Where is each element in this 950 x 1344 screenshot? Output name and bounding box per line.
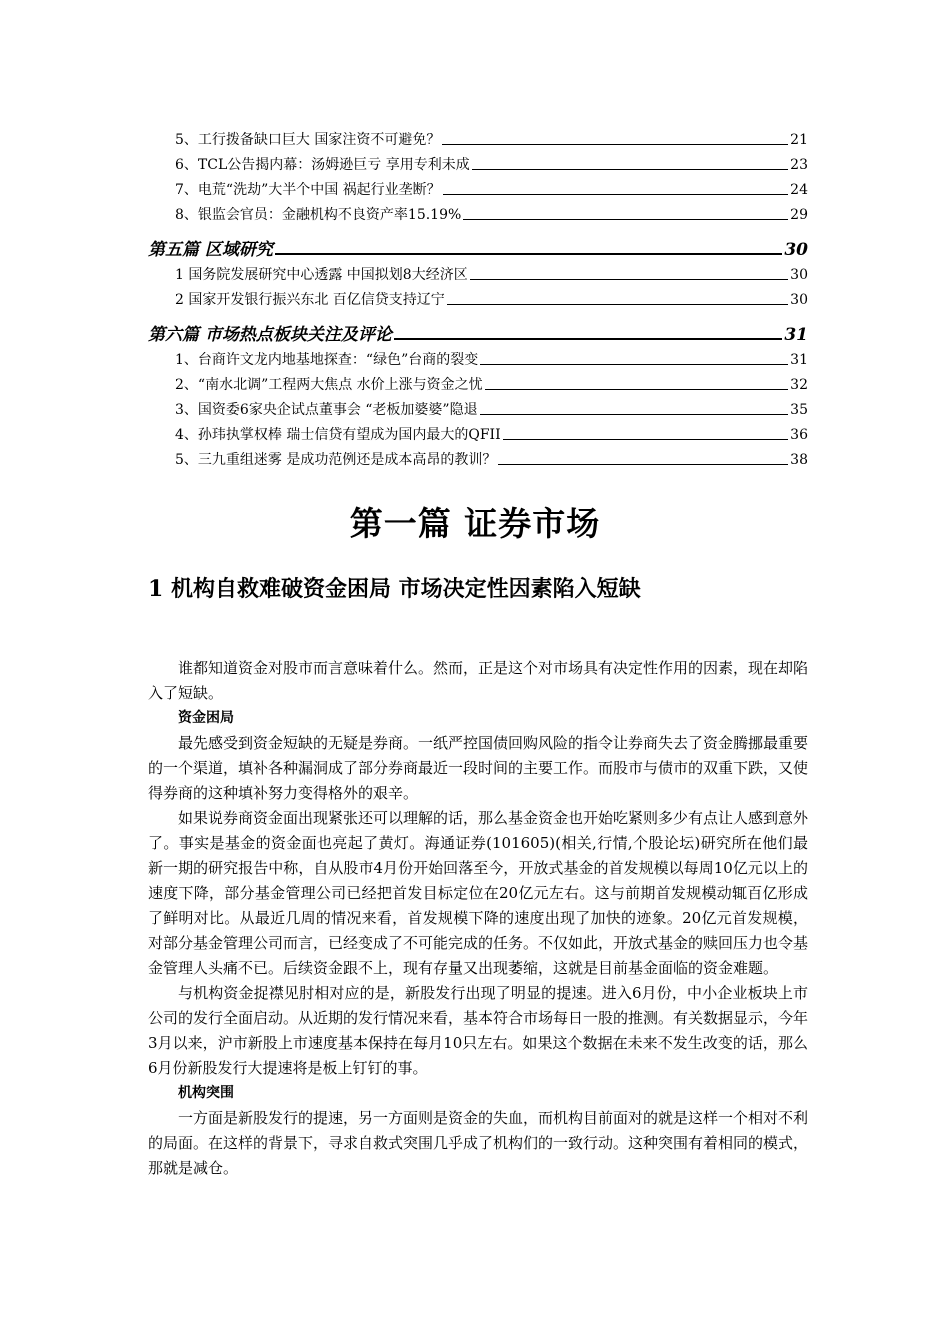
toc-entry[interactable] (148, 149, 808, 174)
toc-entry-title: 8、银监会官员：金融机构不良资产率15.19% (175, 207, 462, 223)
toc-entry[interactable] (148, 199, 808, 224)
toc-section-entry[interactable] (148, 233, 808, 259)
toc-entry-title: 2、“南水北调”工程两大焦点 水价上涨与资金之忧 (175, 377, 483, 393)
toc-leader-line (472, 169, 788, 170)
toc-page-number: 30 (790, 292, 808, 308)
toc-page-number: 36 (790, 427, 808, 443)
body-paragraph: 谁都知道资金对股市而言意味着什么。然而，正是这个对市场具有决定性作用的因素，现在却陷入了短缺。 (148, 659, 809, 702)
toc-page-number: 30 (784, 240, 808, 260)
toc-leader-line (394, 338, 782, 340)
toc-leader-line (275, 253, 782, 255)
toc-page-number: 32 (790, 377, 808, 393)
section-subheading: 机构突围 (178, 1085, 234, 1101)
toc-entry-title: 7、电荒“洗劫”大半个中国 祸起行业垄断？ (175, 182, 441, 198)
toc-leader-line (442, 144, 788, 145)
toc-entry-title: 第六篇 市场热点板块关注及评论 (148, 325, 392, 345)
toc-page-number: 38 (790, 452, 808, 468)
toc-page-number: 31 (790, 352, 808, 368)
toc-page-number: 30 (790, 267, 808, 283)
toc-entry-title: 6、TCL公告揭内幕：汤姆逊巨亏 享用专利未成 (175, 157, 470, 173)
toc-page-number: 24 (790, 182, 808, 198)
toc-leader-line (480, 364, 788, 365)
toc-leader-line (485, 389, 789, 390)
toc-entry[interactable] (148, 444, 808, 469)
toc-leader-line (463, 219, 788, 220)
toc-page-number: 29 (790, 207, 808, 223)
toc-leader-line (498, 464, 788, 465)
toc-entry[interactable] (148, 174, 808, 199)
toc-entry-title: 5、三九重组迷雾 是成功范例还是成本高昂的教训？ (175, 452, 497, 468)
toc-spacer (148, 309, 808, 318)
body-paragraph: 一方面是新股发行的提速，另一方面则是资金的失血，而机构目前面对的就是这样一个相对不利的局面。在这样的背景下，寻求自救式突围几乎成了机构们的一致行动。这种突围有着相同的模式，那就是减仓。 (148, 1109, 809, 1177)
toc-leader-line (470, 279, 788, 280)
article-body (148, 656, 808, 1181)
toc-entry[interactable] (148, 394, 808, 419)
article-title: 1 机构自救难破资金困局 市场决定性因素陷入短缺 (148, 576, 641, 602)
toc-entry-title: 4、孙玮执掌权棒 瑞士信贷有望成为国内最大的QFII (175, 427, 501, 443)
toc-leader-line (503, 439, 789, 440)
toc-entry[interactable] (148, 284, 808, 309)
toc-entry-title: 5、工行拨备缺口巨大 国家注资不可避免？ (175, 132, 441, 148)
toc-section-entry[interactable] (148, 318, 808, 344)
toc-entry-title: 2 国家开发银行振兴东北 百亿信贷支持辽宁 (175, 292, 445, 308)
toc-page-number: 35 (790, 402, 808, 418)
toc-entry[interactable] (148, 344, 808, 369)
body-paragraph: 如果说券商资金面出现紧张还可以理解的话，那么基金资金也开始吃紧则多少有点让人感到意外了。事实是基金的资金面也亮起了黄灯。海通证券(101605)(相关,行情,个股论坛)研究所在他们最新一期的研究报告中称，自从股市4月份开始回落至今，开放式基金的首发规模以每周10亿元以上的速度下降，部分基金管理公司已经把首发目标定位在20亿元左右。这与前期首发规模动辄百亿形成了鲜明对比。从最近几周的情况来看，首发规模下降的速度出现了加快的迹象。20亿元首发规模，对部分基金管理公司而言，已经变成了不可能完成的任务。不仅如此，开放式基金的赎回压力也令基金管理人头痛不已。后续资金跟不上，现有存量又出现萎缩，这就是目前基金面临的资金难题。 (148, 809, 809, 977)
toc-entry-title: 第五篇 区域研究 (148, 240, 273, 260)
toc-page-number: 23 (790, 157, 808, 173)
toc-entry[interactable] (148, 124, 808, 149)
toc-entry[interactable] (148, 369, 808, 394)
toc-entry[interactable] (148, 419, 808, 444)
toc-leader-line (480, 414, 789, 415)
body-paragraph: 与机构资金捉襟见肘相对应的是，新股发行出现了明显的提速。进入6月份，中小企业板块上市公司的发行全面启动。从近期的发行情况来看，基本符合市场每日一股的推测。有关数据显示，今年3月以来，沪市新股上市速度基本保持在每月10只左右。如果这个数据在未来不发生改变的话，那么6月份新股发行大提速将是板上钉钉的事。 (148, 984, 809, 1077)
body-paragraph: 最先感受到资金短缺的无疑是券商。一纸严控国债回购风险的指令让券商失去了资金腾挪最重要的一个渠道，填补各种漏洞成了部分券商最近一段时间的主要工作。而股市与债市的双重下跌，又使得券商的这种填补努力变得格外的艰辛。 (148, 734, 809, 802)
toc-entry-title: 1、台商许文龙内地基地探查：“绿色”台商的裂变 (175, 352, 479, 368)
toc-entry-title: 3、国资委6家央企试点董事会 “老板加婆婆”隐退 (175, 402, 478, 418)
toc-entry-title: 1 国务院发展研究中心透露 中国拟划8大经济区 (175, 267, 468, 283)
table-of-contents (148, 124, 808, 469)
toc-leader-line (447, 304, 788, 305)
toc-spacer (148, 224, 808, 233)
part-title: 第一篇 证券市场 (349, 504, 601, 543)
toc-leader-line (443, 194, 789, 195)
section-subheading: 资金困局 (178, 710, 234, 726)
toc-page-number: 21 (790, 132, 808, 148)
toc-page-number: 31 (784, 325, 808, 345)
toc-entry[interactable] (148, 259, 808, 284)
